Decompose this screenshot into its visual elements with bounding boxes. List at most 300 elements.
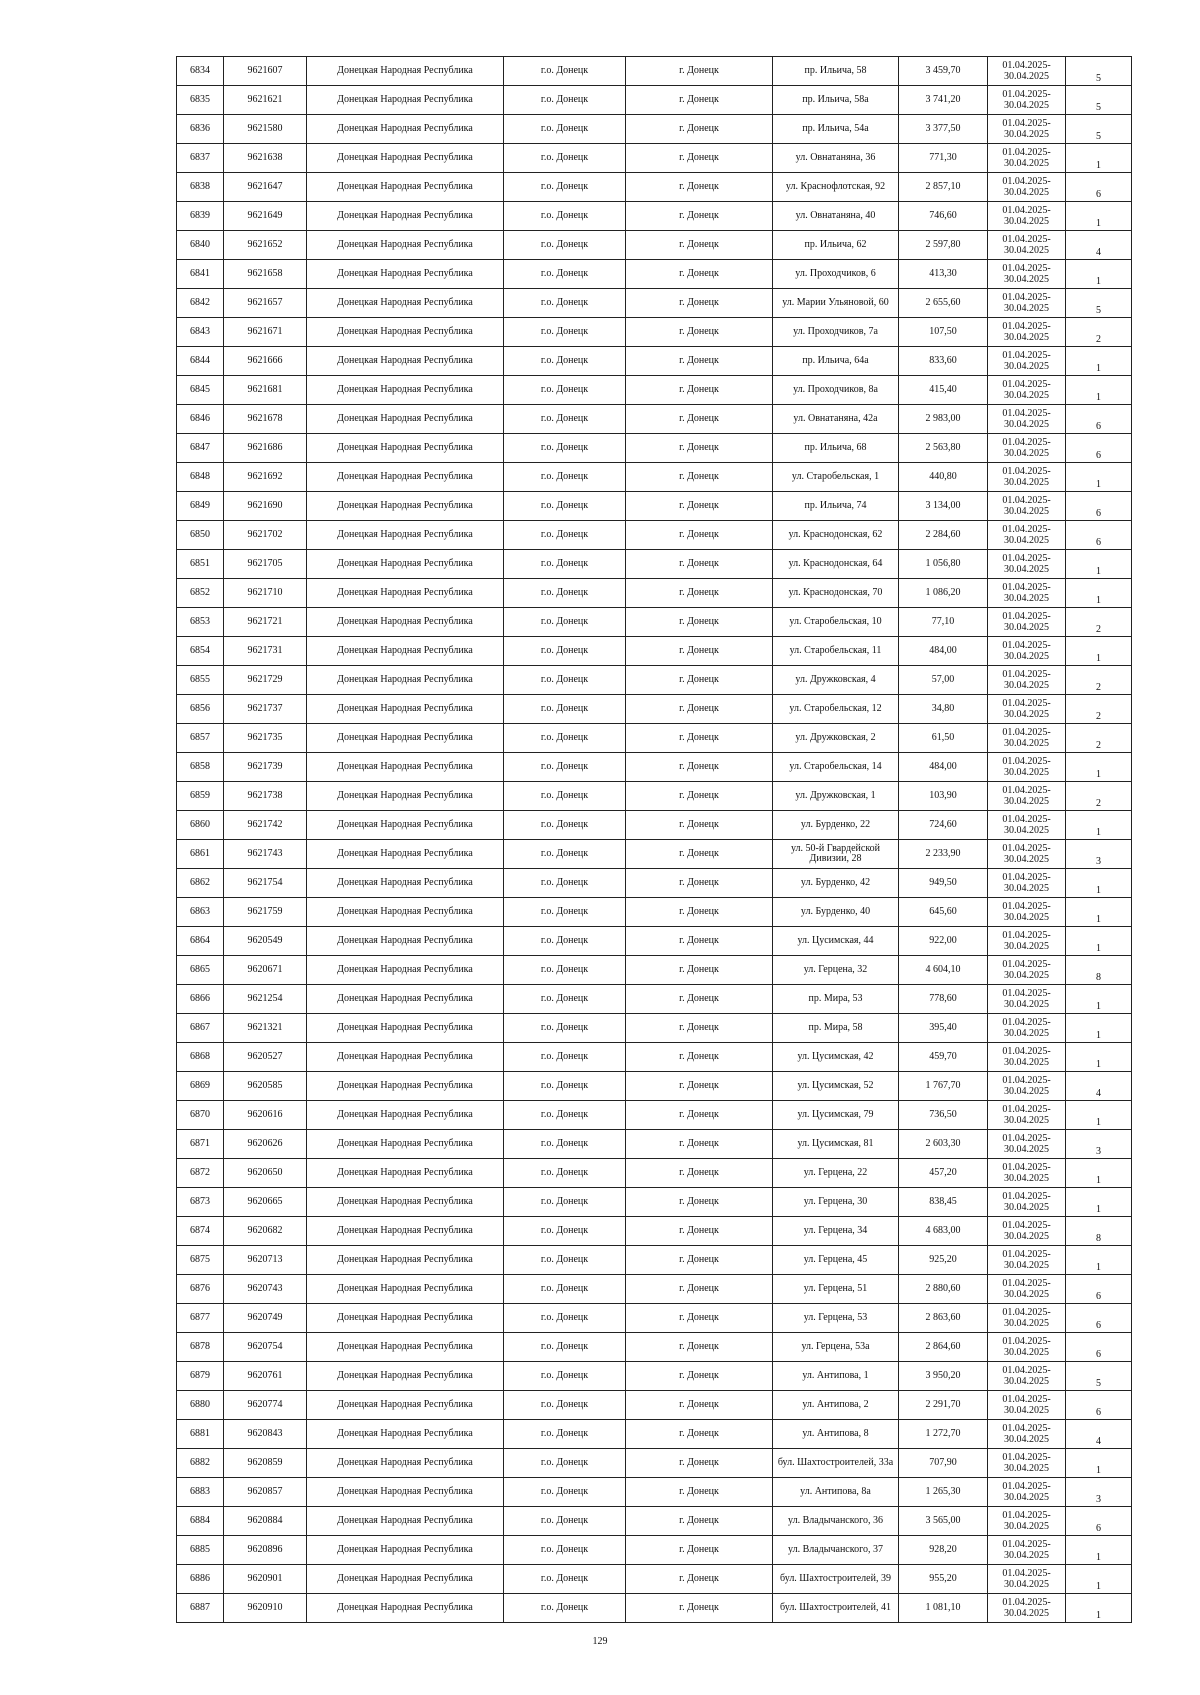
area-cell: 57,00 [899,666,988,695]
region-cell: Донецкая Народная Республика [307,1130,504,1159]
count-cell: 3 [1066,840,1132,869]
row-number-cell: 6836 [177,115,224,144]
address-cell: ул. Цусимская, 79 [773,1101,899,1130]
city-cell: г. Донецк [626,144,773,173]
city-cell: г. Донецк [626,115,773,144]
period-cell: 01.04.2025-30.04.2025 [988,463,1066,492]
row-number-cell: 6852 [177,579,224,608]
address-cell: ул. Герцена, 53 [773,1304,899,1333]
row-number-cell: 6885 [177,1536,224,1565]
district-cell: г.о. Донецк [504,521,626,550]
city-cell: г. Донецк [626,637,773,666]
address-cell: ул. Овнатаняна, 36 [773,144,899,173]
district-cell: г.о. Донецк [504,579,626,608]
city-cell: г. Донецк [626,840,773,869]
code-cell: 9621254 [224,985,307,1014]
city-cell: г. Донецк [626,492,773,521]
address-cell: ул. Проходчиков, 8а [773,376,899,405]
count-cell: 1 [1066,753,1132,782]
area-cell: 103,90 [899,782,988,811]
row-number-cell: 6855 [177,666,224,695]
district-cell: г.о. Донецк [504,956,626,985]
city-cell: г. Донецк [626,57,773,86]
row-number-cell: 6857 [177,724,224,753]
area-cell: 415,40 [899,376,988,405]
city-cell: г. Донецк [626,956,773,985]
row-number-cell: 6867 [177,1014,224,1043]
period-cell: 01.04.2025-30.04.2025 [988,579,1066,608]
table-body [177,57,1132,1623]
row-number-cell: 6862 [177,869,224,898]
period-cell: 01.04.2025-30.04.2025 [988,1420,1066,1449]
address-cell: ул. Антипова, 8а [773,1478,899,1507]
address-cell: ул. Старобельская, 14 [773,753,899,782]
address-cell: ул. Герцена, 45 [773,1246,899,1275]
code-cell: 9621649 [224,202,307,231]
address-cell: ул. Старобельская, 1 [773,463,899,492]
city-cell: г. Донецк [626,695,773,724]
table-row [177,202,1132,231]
period-cell: 01.04.2025-30.04.2025 [988,753,1066,782]
area-cell: 3 741,20 [899,86,988,115]
district-cell: г.о. Донецк [504,1043,626,1072]
code-cell: 9621652 [224,231,307,260]
count-cell: 6 [1066,492,1132,521]
address-cell: ул. Дружковская, 1 [773,782,899,811]
count-cell: 8 [1066,1217,1132,1246]
district-cell: г.о. Донецк [504,115,626,144]
code-cell: 9621721 [224,608,307,637]
district-cell: г.о. Донецк [504,550,626,579]
region-cell: Донецкая Народная Республика [307,1391,504,1420]
code-cell: 9620743 [224,1275,307,1304]
code-cell: 9621738 [224,782,307,811]
count-cell: 2 [1066,782,1132,811]
row-number-cell: 6869 [177,1072,224,1101]
area-cell: 1 056,80 [899,550,988,579]
city-cell: г. Донецк [626,1565,773,1594]
period-cell: 01.04.2025-30.04.2025 [988,1391,1066,1420]
code-cell: 9620774 [224,1391,307,1420]
address-cell: ул. Герцена, 32 [773,956,899,985]
city-cell: г. Донецк [626,1478,773,1507]
code-cell: 9621692 [224,463,307,492]
address-cell: ул. Старобельская, 11 [773,637,899,666]
count-cell: 1 [1066,463,1132,492]
table-row [177,1478,1132,1507]
region-cell: Донецкая Народная Республика [307,376,504,405]
table-row [177,753,1132,782]
region-cell: Донецкая Народная Республика [307,956,504,985]
code-cell: 9620843 [224,1420,307,1449]
code-cell: 9621686 [224,434,307,463]
period-cell: 01.04.2025-30.04.2025 [988,1565,1066,1594]
count-cell: 2 [1066,724,1132,753]
code-cell: 9621671 [224,318,307,347]
code-cell: 9621678 [224,405,307,434]
address-cell: бул. Шахтостроителей, 41 [773,1594,899,1623]
city-cell: г. Донецк [626,724,773,753]
area-cell: 484,00 [899,637,988,666]
city-cell: г. Донецк [626,753,773,782]
district-cell: г.о. Донецк [504,695,626,724]
address-cell: ул. Антипова, 8 [773,1420,899,1449]
row-number-cell: 6870 [177,1101,224,1130]
table-row [177,57,1132,86]
area-cell: 955,20 [899,1565,988,1594]
registry-table [176,56,1132,1623]
city-cell: г. Донецк [626,1333,773,1362]
address-cell: ул. Овнатаняна, 40 [773,202,899,231]
period-cell: 01.04.2025-30.04.2025 [988,724,1066,753]
period-cell: 01.04.2025-30.04.2025 [988,985,1066,1014]
period-cell: 01.04.2025-30.04.2025 [988,318,1066,347]
city-cell: г. Донецк [626,1246,773,1275]
code-cell: 9621759 [224,898,307,927]
count-cell: 1 [1066,260,1132,289]
period-cell: 01.04.2025-30.04.2025 [988,898,1066,927]
count-cell: 3 [1066,1478,1132,1507]
district-cell: г.о. Донецк [504,260,626,289]
table-row [177,898,1132,927]
row-number-cell: 6859 [177,782,224,811]
region-cell: Донецкая Народная Республика [307,231,504,260]
table-row [177,956,1132,985]
region-cell: Донецкая Народная Республика [307,202,504,231]
address-cell: пр. Ильича, 54а [773,115,899,144]
table-row [177,1130,1132,1159]
area-cell: 34,80 [899,695,988,724]
table-row [177,434,1132,463]
row-number-cell: 6865 [177,956,224,985]
count-cell: 2 [1066,318,1132,347]
count-cell: 1 [1066,144,1132,173]
row-number-cell: 6882 [177,1449,224,1478]
address-cell: пр. Мира, 58 [773,1014,899,1043]
region-cell: Донецкая Народная Республика [307,840,504,869]
district-cell: г.о. Донецк [504,1072,626,1101]
district-cell: г.о. Донецк [504,231,626,260]
period-cell: 01.04.2025-30.04.2025 [988,115,1066,144]
row-number-cell: 6847 [177,434,224,463]
count-cell: 6 [1066,405,1132,434]
count-cell: 5 [1066,57,1132,86]
city-cell: г. Донецк [626,898,773,927]
table-row [177,376,1132,405]
address-cell: ул. Старобельская, 12 [773,695,899,724]
area-cell: 2 291,70 [899,1391,988,1420]
period-cell: 01.04.2025-30.04.2025 [988,927,1066,956]
address-cell: ул. Овнатаняна, 42а [773,405,899,434]
period-cell: 01.04.2025-30.04.2025 [988,1159,1066,1188]
row-number-cell: 6858 [177,753,224,782]
region-cell: Донецкая Народная Республика [307,1188,504,1217]
period-cell: 01.04.2025-30.04.2025 [988,231,1066,260]
count-cell: 1 [1066,550,1132,579]
period-cell: 01.04.2025-30.04.2025 [988,782,1066,811]
code-cell: 9621321 [224,1014,307,1043]
code-cell: 9620665 [224,1188,307,1217]
city-cell: г. Донецк [626,869,773,898]
row-number-cell: 6838 [177,173,224,202]
count-cell: 5 [1066,115,1132,144]
address-cell: ул. Герцена, 22 [773,1159,899,1188]
city-cell: г. Донецк [626,1420,773,1449]
area-cell: 1 086,20 [899,579,988,608]
row-number-cell: 6839 [177,202,224,231]
area-cell: 2 880,60 [899,1275,988,1304]
period-cell: 01.04.2025-30.04.2025 [988,1014,1066,1043]
address-cell: пр. Ильича, 62 [773,231,899,260]
district-cell: г.о. Донецк [504,869,626,898]
area-cell: 778,60 [899,985,988,1014]
count-cell: 4 [1066,1072,1132,1101]
row-number-cell: 6877 [177,1304,224,1333]
count-cell: 1 [1066,1565,1132,1594]
region-cell: Донецкая Народная Республика [307,724,504,753]
region-cell: Донецкая Народная Республика [307,347,504,376]
count-cell: 1 [1066,1014,1132,1043]
district-cell: г.о. Донецк [504,144,626,173]
address-cell: пр. Ильича, 64а [773,347,899,376]
city-cell: г. Донецк [626,985,773,1014]
count-cell: 6 [1066,1333,1132,1362]
region-cell: Донецкая Народная Республика [307,1420,504,1449]
area-cell: 2 655,60 [899,289,988,318]
district-cell: г.о. Донецк [504,666,626,695]
region-cell: Донецкая Народная Республика [307,753,504,782]
region-cell: Донецкая Народная Республика [307,492,504,521]
count-cell: 1 [1066,1043,1132,1072]
address-cell: ул. Краснодонская, 70 [773,579,899,608]
region-cell: Донецкая Народная Республика [307,144,504,173]
row-number-cell: 6866 [177,985,224,1014]
period-cell: 01.04.2025-30.04.2025 [988,1043,1066,1072]
district-cell: г.о. Донецк [504,57,626,86]
address-cell: ул. Цусимская, 81 [773,1130,899,1159]
period-cell: 01.04.2025-30.04.2025 [988,637,1066,666]
count-cell: 5 [1066,1362,1132,1391]
region-cell: Донецкая Народная Республика [307,985,504,1014]
area-cell: 3 134,00 [899,492,988,521]
city-cell: г. Донецк [626,1594,773,1623]
count-cell: 6 [1066,1507,1132,1536]
period-cell: 01.04.2025-30.04.2025 [988,1536,1066,1565]
city-cell: г. Донецк [626,1072,773,1101]
period-cell: 01.04.2025-30.04.2025 [988,666,1066,695]
district-cell: г.о. Донецк [504,811,626,840]
address-cell: ул. Бурденко, 40 [773,898,899,927]
address-cell: пр. Мира, 53 [773,985,899,1014]
table-row [177,1072,1132,1101]
address-cell: пр. Ильича, 58а [773,86,899,115]
row-number-cell: 6880 [177,1391,224,1420]
city-cell: г. Донецк [626,1275,773,1304]
city-cell: г. Донецк [626,811,773,840]
period-cell: 01.04.2025-30.04.2025 [988,1072,1066,1101]
district-cell: г.о. Донецк [504,1420,626,1449]
address-cell: ул. 50-й Гвардейской Дивизии, 28 [773,840,899,869]
count-cell: 1 [1066,202,1132,231]
area-cell: 1 767,70 [899,1072,988,1101]
code-cell: 9621742 [224,811,307,840]
district-cell: г.о. Донецк [504,1536,626,1565]
area-cell: 395,40 [899,1014,988,1043]
table-row [177,1246,1132,1275]
region-cell: Донецкая Народная Республика [307,1362,504,1391]
region-cell: Донецкая Народная Республика [307,1449,504,1478]
period-cell: 01.04.2025-30.04.2025 [988,57,1066,86]
city-cell: г. Донецк [626,1043,773,1072]
district-cell: г.о. Донецк [504,1391,626,1420]
area-cell: 2 863,60 [899,1304,988,1333]
address-cell: бул. Шахтостроителей, 39 [773,1565,899,1594]
period-cell: 01.04.2025-30.04.2025 [988,869,1066,898]
region-cell: Донецкая Народная Республика [307,260,504,289]
count-cell: 6 [1066,173,1132,202]
count-cell: 4 [1066,1420,1132,1449]
area-cell: 413,30 [899,260,988,289]
district-cell: г.о. Донецк [504,1304,626,1333]
area-cell: 2 603,30 [899,1130,988,1159]
table-row [177,985,1132,1014]
row-number-cell: 6845 [177,376,224,405]
district-cell: г.о. Донецк [504,1014,626,1043]
city-cell: г. Донецк [626,173,773,202]
table-row [177,1449,1132,1478]
city-cell: г. Донецк [626,318,773,347]
code-cell: 9620650 [224,1159,307,1188]
code-cell: 9621658 [224,260,307,289]
address-cell: пр. Ильича, 68 [773,434,899,463]
region-cell: Донецкая Народная Республика [307,1043,504,1072]
region-cell: Донецкая Народная Республика [307,637,504,666]
city-cell: г. Донецк [626,347,773,376]
district-cell: г.о. Донецк [504,1159,626,1188]
table-row [177,1188,1132,1217]
code-cell: 9621739 [224,753,307,782]
row-number-cell: 6873 [177,1188,224,1217]
table-row [177,608,1132,637]
city-cell: г. Донецк [626,1362,773,1391]
table-row [177,1217,1132,1246]
code-cell: 9620754 [224,1333,307,1362]
region-cell: Донецкая Народная Республика [307,695,504,724]
district-cell: г.о. Донецк [504,1188,626,1217]
row-number-cell: 6875 [177,1246,224,1275]
count-cell: 1 [1066,811,1132,840]
address-cell: ул. Проходчиков, 7а [773,318,899,347]
city-cell: г. Донецк [626,1507,773,1536]
city-cell: г. Донецк [626,927,773,956]
count-cell: 1 [1066,1246,1132,1275]
city-cell: г. Донецк [626,1188,773,1217]
address-cell: ул. Проходчиков, 6 [773,260,899,289]
area-cell: 2 563,80 [899,434,988,463]
count-cell: 6 [1066,1275,1132,1304]
count-cell: 1 [1066,1188,1132,1217]
period-cell: 01.04.2025-30.04.2025 [988,202,1066,231]
district-cell: г.о. Донецк [504,347,626,376]
address-cell: бул. Шахтостроителей, 33а [773,1449,899,1478]
area-cell: 3 377,50 [899,115,988,144]
count-cell: 6 [1066,1304,1132,1333]
address-cell: ул. Дружковская, 2 [773,724,899,753]
period-cell: 01.04.2025-30.04.2025 [988,1101,1066,1130]
district-cell: г.о. Донецк [504,1333,626,1362]
district-cell: г.о. Донецк [504,86,626,115]
city-cell: г. Донецк [626,260,773,289]
city-cell: г. Донецк [626,376,773,405]
period-cell: 01.04.2025-30.04.2025 [988,434,1066,463]
district-cell: г.о. Донецк [504,1478,626,1507]
city-cell: г. Донецк [626,1391,773,1420]
row-number-cell: 6840 [177,231,224,260]
code-cell: 9620713 [224,1246,307,1275]
code-cell: 9620901 [224,1565,307,1594]
region-cell: Донецкая Народная Республика [307,608,504,637]
area-cell: 645,60 [899,898,988,927]
row-number-cell: 6868 [177,1043,224,1072]
address-cell: ул. Цусимская, 44 [773,927,899,956]
city-cell: г. Донецк [626,405,773,434]
address-cell: ул. Старобельская, 10 [773,608,899,637]
area-cell: 707,90 [899,1449,988,1478]
city-cell: г. Донецк [626,1536,773,1565]
row-number-cell: 6835 [177,86,224,115]
period-cell: 01.04.2025-30.04.2025 [988,405,1066,434]
row-number-cell: 6854 [177,637,224,666]
city-cell: г. Донецк [626,289,773,318]
code-cell: 9621681 [224,376,307,405]
row-number-cell: 6883 [177,1478,224,1507]
code-cell: 9620749 [224,1304,307,1333]
district-cell: г.о. Донецк [504,1362,626,1391]
table-row [177,318,1132,347]
count-cell: 2 [1066,608,1132,637]
row-number-cell: 6884 [177,1507,224,1536]
table-row [177,260,1132,289]
city-cell: г. Донецк [626,463,773,492]
district-cell: г.о. Донецк [504,434,626,463]
period-cell: 01.04.2025-30.04.2025 [988,144,1066,173]
row-number-cell: 6879 [177,1362,224,1391]
row-number-cell: 6851 [177,550,224,579]
table-row [177,1304,1132,1333]
city-cell: г. Донецк [626,782,773,811]
region-cell: Донецкая Народная Республика [307,1333,504,1362]
period-cell: 01.04.2025-30.04.2025 [988,811,1066,840]
region-cell: Донецкая Народная Республика [307,115,504,144]
region-cell: Донецкая Народная Республика [307,550,504,579]
area-cell: 771,30 [899,144,988,173]
row-number-cell: 6846 [177,405,224,434]
region-cell: Донецкая Народная Республика [307,173,504,202]
region-cell: Донецкая Народная Республика [307,1594,504,1623]
table-row [177,550,1132,579]
period-cell: 01.04.2025-30.04.2025 [988,1507,1066,1536]
code-cell: 9621638 [224,144,307,173]
district-cell: г.о. Донецк [504,202,626,231]
count-cell: 8 [1066,956,1132,985]
code-cell: 9621743 [224,840,307,869]
area-cell: 724,60 [899,811,988,840]
region-cell: Донецкая Народная Республика [307,1507,504,1536]
count-cell: 3 [1066,1130,1132,1159]
period-cell: 01.04.2025-30.04.2025 [988,956,1066,985]
area-cell: 3 565,00 [899,1507,988,1536]
code-cell: 9621705 [224,550,307,579]
